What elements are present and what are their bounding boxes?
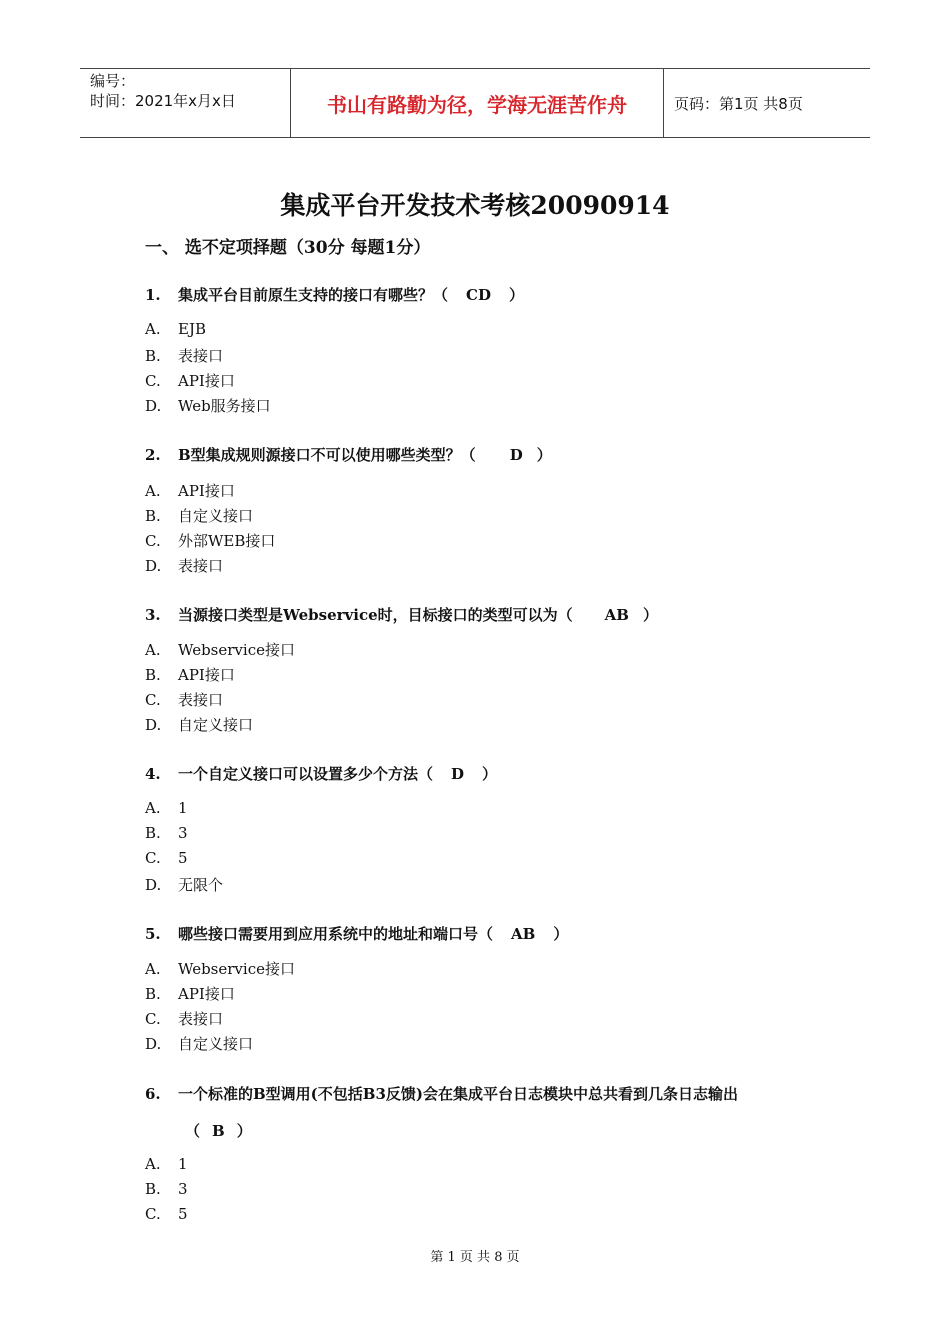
option: B. 表接口	[145, 347, 224, 365]
option: A. Webservice接口	[145, 641, 295, 659]
question-close: ）	[482, 765, 498, 783]
question-close: ）	[553, 925, 569, 943]
header-page-info: 页码：第1页 共8页	[674, 94, 803, 113]
option: A. EJB	[145, 320, 206, 338]
option: A. API接口	[145, 482, 235, 500]
question-answer: D	[451, 765, 465, 783]
question-number: 2.	[145, 446, 161, 464]
question-number: 4.	[145, 765, 161, 783]
question-answer: AB	[511, 925, 536, 943]
question-text: 集成平台目前原生支持的接口有哪些？（	[178, 286, 449, 304]
question-6	[145, 1083, 738, 1104]
question-3	[145, 604, 658, 625]
number-label: 编号：	[90, 72, 136, 90]
option: D. 无限个	[145, 876, 224, 894]
document-title: 集成平台开发技术考核20090914	[280, 191, 670, 220]
question-open: （	[185, 1122, 201, 1140]
question-answer: B	[212, 1122, 225, 1140]
option: B. 自定义接口	[145, 507, 254, 525]
question-text: 一个标准的B型调用(不包括B3反馈)会在集成平台日志模块中总共看到几条日志输出	[178, 1085, 738, 1103]
option: D. 自定义接口	[145, 1035, 254, 1053]
option: C. 5	[145, 849, 188, 867]
question-answer: AB	[604, 606, 629, 624]
question-number: 1.	[145, 286, 161, 304]
question-text: 一个自定义接口可以设置多少个方法（	[178, 765, 434, 783]
question-answer: CD	[466, 286, 491, 304]
option: C. 外部WEB接口	[145, 532, 276, 550]
option: C. 表接口	[145, 691, 224, 709]
option: B. 3	[145, 1180, 188, 1198]
option: D. Web服务接口	[145, 397, 271, 415]
question-close: ）	[642, 606, 658, 624]
option: B. API接口	[145, 666, 235, 684]
section-title: 一、 选不定项择题（30分 每题1分）	[145, 238, 431, 258]
option: A. 1	[145, 1155, 188, 1173]
option: D. 自定义接口	[145, 716, 254, 734]
question-close: ）	[536, 446, 552, 464]
option: B. API接口	[145, 985, 235, 1003]
option: A. 1	[145, 799, 188, 817]
question-6-answer-line	[185, 1120, 252, 1141]
question-text: 当源接口类型是Webservice时，目标接口的类型可以为（	[178, 606, 573, 624]
option: C. 5	[145, 1205, 188, 1223]
question-text: B型集成规则源接口不可以使用哪些类型？（	[178, 446, 476, 464]
question-1	[145, 284, 524, 305]
question-answer: D	[509, 446, 523, 464]
header-motto: 书山有路勤为径，学海无涯苦作舟	[291, 69, 664, 137]
question-4	[145, 763, 497, 784]
question-2	[145, 444, 552, 465]
question-5	[145, 923, 568, 944]
question-close: ）	[236, 1122, 252, 1140]
option: A. Webservice接口	[145, 960, 295, 978]
option: B. 3	[145, 824, 188, 842]
question-number: 6.	[145, 1085, 161, 1103]
page-header	[80, 68, 870, 138]
header-meta	[80, 69, 291, 137]
option: D. 表接口	[145, 557, 224, 575]
option: C. 表接口	[145, 1010, 224, 1028]
page-footer: 第 1 页 共 8 页	[430, 1250, 520, 1265]
option: C. API接口	[145, 372, 235, 390]
question-close: ）	[508, 286, 524, 304]
question-number: 3.	[145, 606, 161, 624]
time-label: 时间：2021年x月x日	[90, 92, 236, 110]
question-text: 哪些接口需要用到应用系统中的地址和端口号（	[178, 925, 494, 943]
question-number: 5.	[145, 925, 161, 943]
